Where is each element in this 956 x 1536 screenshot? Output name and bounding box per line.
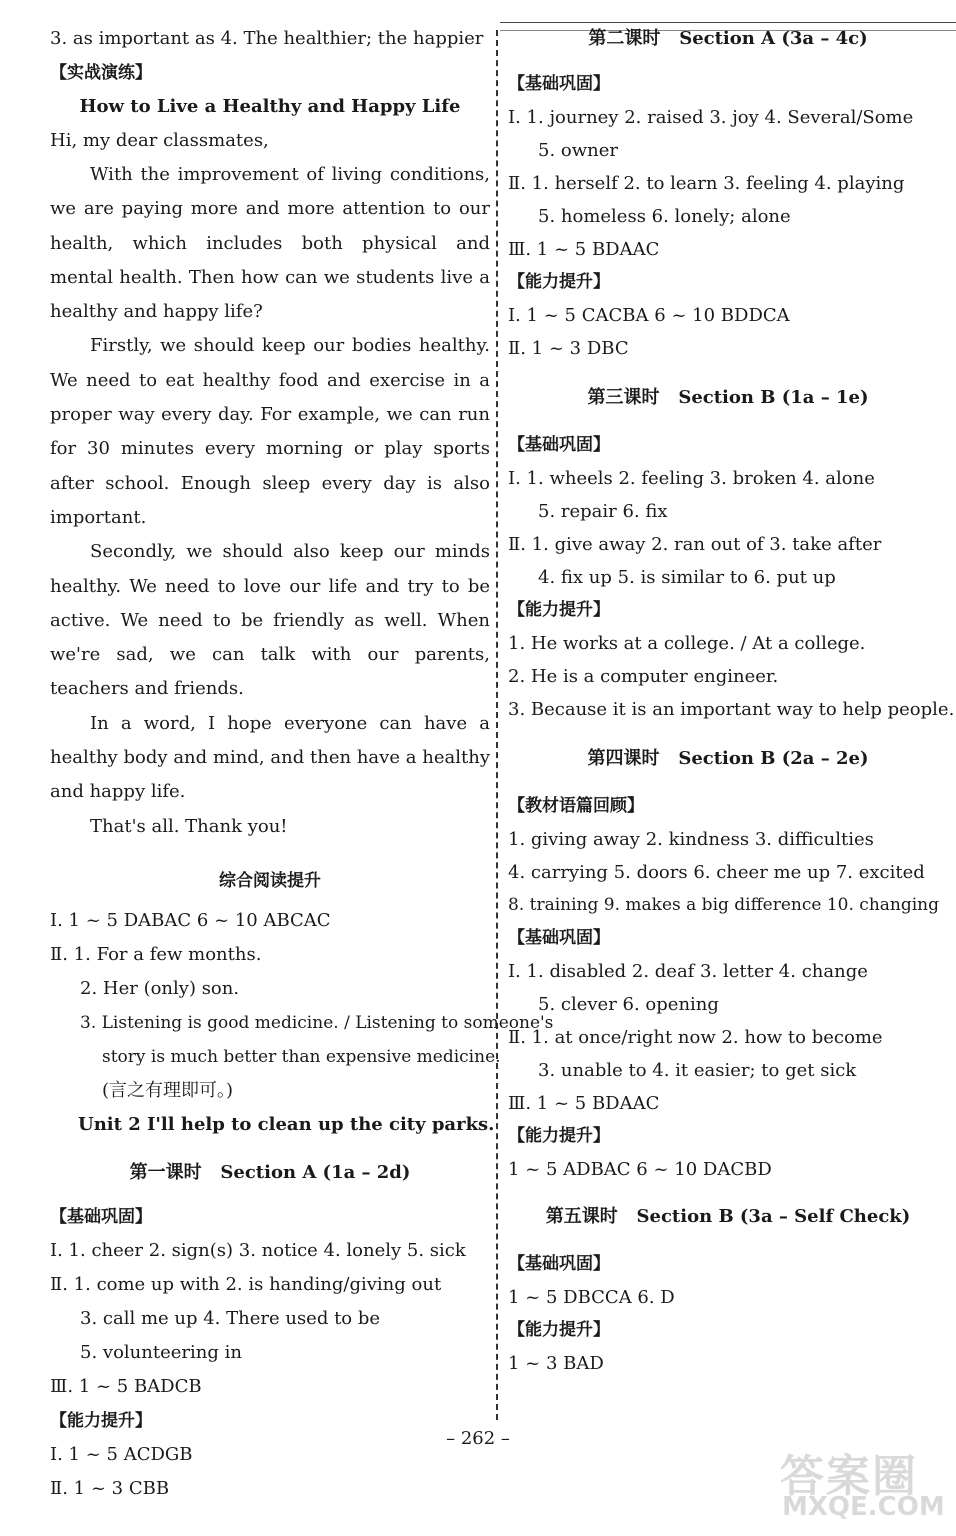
answer-line: Ⅰ. 1 ~ 5 CACBA 6 ~ 10 BDDCA <box>508 305 790 326</box>
answer-line: 3. call me up 4. There used to be <box>80 1307 381 1329</box>
answer-line: 3. unable to 4. it easier; to get sick <box>538 1060 857 1081</box>
spacer <box>508 415 948 429</box>
answer-line: 5. repair 6. fix <box>538 501 668 522</box>
reading-answer: 2. Her (only) son. <box>80 977 240 999</box>
ability-label: 【能力提升】 <box>50 1410 152 1431</box>
answer-line: 5. homeless 6. lonely; alone <box>538 206 791 227</box>
reading-answer: (言之有理即可。) <box>102 1079 234 1101</box>
ability-label: 【能力提升】 <box>508 1320 610 1340</box>
answer-line: Ⅱ. 1. at once/right now 2. how to become <box>508 1027 883 1048</box>
spacer <box>50 1142 490 1156</box>
spacer <box>508 776 948 790</box>
practice-label: 【实战演练】 <box>50 63 152 83</box>
answer-line: 1. giving away 2. kindness 3. difficulties <box>508 829 874 850</box>
answer-line: 1. He works at a college. / At a college. <box>508 633 866 654</box>
essay-greeting: Hi, my dear classmates, <box>50 130 269 151</box>
essay-paragraph-1 <box>50 158 490 329</box>
essay-paragraph-4-text: In a word, I hope everyone can have a healthy body and mind, and then have a healthy and happy life. <box>50 712 490 803</box>
essay-title: How to Live a Healthy and Happy Life <box>79 96 461 117</box>
lesson-2-heading <box>508 22 948 56</box>
answer-line: Ⅰ. 1. cheer 2. sign(s) 3. notice 4. lonely 5. sick <box>50 1239 466 1261</box>
answer-line: Ⅲ. 1 ~ 5 BDAAC <box>508 239 660 260</box>
basic-label: 【基础巩固】 <box>508 435 610 455</box>
column-divider <box>496 30 498 1420</box>
answer-line: 8. training 9. makes a big difference 10. changing <box>508 895 940 915</box>
essay-paragraph-4 <box>50 707 490 810</box>
review-label: 【教材语篇回顾】 <box>508 796 644 816</box>
left-column <box>50 22 554 1506</box>
essay-paragraph-2-text: Firstly, we should keep our bodies healthy. We need to eat healthy food and exercise in a proper way every day. For example, we can run for 30 minutes every morning or play sports after school. Enough sleep every day is also important. <box>50 335 490 528</box>
lesson-4-heading-en: Section B (2a – 2e) <box>678 748 869 769</box>
ability-label: 【能力提升】 <box>508 1126 610 1146</box>
reading-section-title: 综合阅读提升 <box>219 870 321 891</box>
answer-line: Ⅲ. 1 ~ 5 BADCB <box>50 1375 202 1397</box>
lesson-3-heading-cn: 第三课时 <box>587 387 660 408</box>
page-number: – 262 – <box>446 1428 510 1449</box>
lesson-3-heading-en: Section B (1a – 1e) <box>678 387 869 408</box>
watermark-logo <box>780 1440 952 1530</box>
lesson-2-heading-cn: 第二课时 <box>588 28 661 49</box>
watermark-logo-text: 答案圈 <box>780 1451 918 1502</box>
reading-answer: 3. Listening is good medicine. / Listening to someone's <box>80 1012 554 1033</box>
ability-label: 【能力提升】 <box>508 600 610 620</box>
answer-line: Ⅰ. 1. disabled 2. deaf 3. letter 4. change <box>508 961 868 982</box>
answer-line: 4. fix up 5. is similar to 6. put up <box>538 567 836 588</box>
lesson-5-heading-en: Section B (3a – Self Check) <box>636 1206 911 1227</box>
spacer <box>50 844 490 864</box>
answer-line: 2. He is a computer engineer. <box>508 666 779 687</box>
answer-line: 5. owner <box>538 140 618 161</box>
answer-line: 1 ~ 3 BAD <box>508 1353 604 1374</box>
lesson-1-heading-cn: 第一课时 <box>129 1161 202 1183</box>
answer-line: 5. volunteering in <box>80 1341 242 1363</box>
basic-label: 【基础巩固】 <box>508 74 610 94</box>
essay-paragraph-2 <box>50 329 490 535</box>
spacer <box>508 1186 948 1200</box>
basic-label: 【基础巩固】 <box>508 1254 610 1274</box>
lesson-4-heading-cn: 第四课时 <box>587 748 660 769</box>
ability-label: 【能力提升】 <box>508 272 610 292</box>
answer-line: Ⅱ. 1 ~ 3 DBC <box>508 338 629 359</box>
essay-paragraph-3 <box>50 535 490 706</box>
reading-answer: Ⅱ. 1. For a few months. <box>50 943 262 965</box>
answer-line: Ⅰ. 1. wheels 2. feeling 3. broken 4. alone <box>508 468 875 489</box>
essay-paragraph-1-text: With the improvement of living conditions, we are paying more and more attention to our health, which includes both physical and mental health. Then how can we students live a healthy and happy life? <box>50 164 490 323</box>
answer-line: 4. carrying 5. doors 6. cheer me up 7. excited <box>508 862 925 883</box>
answer-line: Ⅲ. 1 ~ 5 BDAAC <box>508 1093 660 1114</box>
reading-answer: story is much better than expensive medicine. <box>102 1046 501 1067</box>
answer-line: Ⅱ. 1. herself 2. to learn 3. feeling 4. playing <box>508 173 905 194</box>
essay-closing: That's all. Thank you! <box>90 815 288 837</box>
right-column <box>508 22 955 1380</box>
lesson-3-heading <box>508 381 948 415</box>
lesson-1-heading-en: Section A (1a – 2d) <box>220 1161 411 1183</box>
spacer <box>508 365 948 381</box>
answer-line: 5. clever 6. opening <box>538 994 719 1015</box>
spacer <box>508 56 948 68</box>
answer-line: Ⅱ. 1. give away 2. ran out of 3. take after <box>508 534 882 555</box>
lesson-4-heading <box>508 742 948 776</box>
spacer <box>50 1190 490 1200</box>
answer-line: Ⅱ. 1 ~ 3 CBB <box>50 1477 170 1499</box>
spacer <box>508 726 948 742</box>
answer-line: Ⅰ. 1 ~ 5 ACDGB <box>50 1443 193 1465</box>
answer-line: 3. as important as 4. The healthier; the happier <box>50 28 484 49</box>
lesson-1-heading <box>50 1156 490 1190</box>
essay-paragraph-3-text: Secondly, we should also keep our minds healthy. We need to love our life and try to be active. We need to be friendly as well. When we're sad, we can talk with our parents, teachers and friends. <box>50 541 490 700</box>
answer-line: 3. Because it is an important way to help people. <box>508 699 955 720</box>
basic-label: 【基础巩固】 <box>50 1206 152 1227</box>
answer-line: Ⅱ. 1. come up with 2. is handing/giving out <box>50 1273 442 1295</box>
spacer <box>508 1234 948 1248</box>
answer-line: 1 ~ 5 DBCCA 6. D <box>508 1287 675 1308</box>
answer-line: 1 ~ 5 ADBAC 6 ~ 10 DACBD <box>508 1159 772 1180</box>
answer-line: Ⅰ. 1. journey 2. raised 3. joy 4. Several/Some <box>508 107 914 128</box>
lesson-2-heading-en: Section A (3a – 4c) <box>679 28 868 49</box>
watermark-url: MXQE.COM <box>782 1492 945 1522</box>
basic-label: 【基础巩固】 <box>508 928 610 948</box>
unit-title: Unit 2 I'll help to clean up the city parks. <box>78 1113 495 1135</box>
lesson-5-heading-cn: 第五课时 <box>545 1206 618 1227</box>
reading-answer: Ⅰ. 1 ~ 5 DABAC 6 ~ 10 ABCAC <box>50 909 331 931</box>
lesson-5-heading <box>508 1200 948 1234</box>
